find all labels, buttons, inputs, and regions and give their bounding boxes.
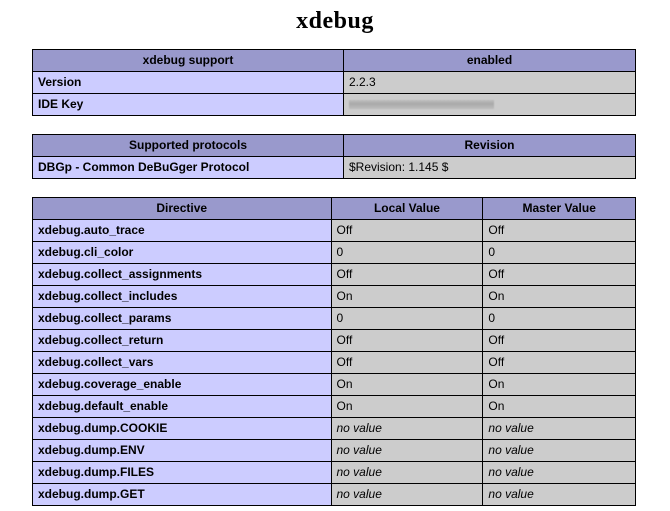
redacted-value-bar [349, 100, 494, 109]
table-header-row [33, 198, 636, 220]
directive-local-value: Off [331, 330, 483, 352]
table-row [33, 396, 636, 418]
xdebug-support-body [33, 50, 636, 116]
directives-header-local-value: Local Value [331, 198, 483, 220]
directive-name: xdebug.collect_params [33, 308, 332, 330]
directive-name: xdebug.dump.GET [33, 484, 332, 506]
directive-master-value: no value [483, 418, 636, 440]
directives-table [32, 197, 636, 506]
directive-name: xdebug.collect_vars [33, 352, 332, 374]
directive-master-value: 0 [483, 242, 636, 264]
directive-name: xdebug.cli_color [33, 242, 332, 264]
directive-master-value: On [483, 396, 636, 418]
table-row [33, 308, 636, 330]
directive-master-value: no value [483, 462, 636, 484]
directive-master-value: On [483, 374, 636, 396]
support-header-right: enabled [344, 50, 636, 72]
directive-master-value: no value [483, 484, 636, 506]
directive-local-value: Off [331, 220, 483, 242]
support-header-left: xdebug support [33, 50, 344, 72]
row-value-version: 2.2.3 [344, 72, 636, 94]
directive-local-value: 0 [331, 308, 483, 330]
table-row [33, 440, 636, 462]
row-label-dbgp: DBGp - Common DeBuGger Protocol [33, 157, 344, 179]
table-row [33, 94, 636, 116]
directive-name: xdebug.collect_return [33, 330, 332, 352]
directive-name: xdebug.dump.ENV [33, 440, 332, 462]
directive-local-value: On [331, 374, 483, 396]
table-header-row [33, 135, 636, 157]
directive-local-value: no value [331, 462, 483, 484]
table-row [33, 352, 636, 374]
page-title: xdebug [296, 8, 374, 34]
directive-local-value: no value [331, 440, 483, 462]
table-row [33, 462, 636, 484]
directive-name: xdebug.auto_trace [33, 220, 332, 242]
directive-name: xdebug.collect_assignments [33, 264, 332, 286]
directives-header-master-value: Master Value [483, 198, 636, 220]
directive-master-value: Off [483, 220, 636, 242]
table-row [33, 264, 636, 286]
directive-local-value: On [331, 286, 483, 308]
directive-name: xdebug.collect_includes [33, 286, 332, 308]
directives-body [33, 198, 636, 506]
row-label-version: Version [33, 72, 344, 94]
supported-protocols-body [33, 135, 636, 179]
directive-local-value: no value [331, 418, 483, 440]
supported-protocols-table [32, 134, 636, 179]
table-row [33, 72, 636, 94]
table-row [33, 330, 636, 352]
directive-local-value: On [331, 396, 483, 418]
table-row [33, 220, 636, 242]
directive-master-value: Off [483, 264, 636, 286]
table-row [33, 286, 636, 308]
directive-master-value: On [483, 286, 636, 308]
directive-local-value: Off [331, 264, 483, 286]
directive-name: xdebug.dump.COOKIE [33, 418, 332, 440]
table-row [33, 157, 636, 179]
directive-local-value: no value [331, 484, 483, 506]
directive-master-value: Off [483, 352, 636, 374]
directive-name: xdebug.default_enable [33, 396, 332, 418]
protocols-header-right: Revision [344, 135, 636, 157]
directive-name: xdebug.coverage_enable [33, 374, 332, 396]
row-value-ide-key [344, 94, 636, 116]
directive-master-value: no value [483, 440, 636, 462]
directive-local-value: 0 [331, 242, 483, 264]
directive-local-value: Off [331, 352, 483, 374]
directives-header-directive: Directive [33, 198, 332, 220]
phpinfo-page [0, 8, 670, 506]
table-row [33, 484, 636, 506]
row-value-dbgp-revision: $Revision: 1.145 $ [344, 157, 636, 179]
xdebug-support-table [32, 49, 636, 116]
directive-name: xdebug.dump.FILES [33, 462, 332, 484]
table-row [33, 418, 636, 440]
table-header-row [33, 50, 636, 72]
table-row [33, 374, 636, 396]
row-label-ide-key: IDE Key [33, 94, 344, 116]
directive-master-value: 0 [483, 308, 636, 330]
protocols-header-left: Supported protocols [33, 135, 344, 157]
directive-master-value: Off [483, 330, 636, 352]
table-row [33, 242, 636, 264]
